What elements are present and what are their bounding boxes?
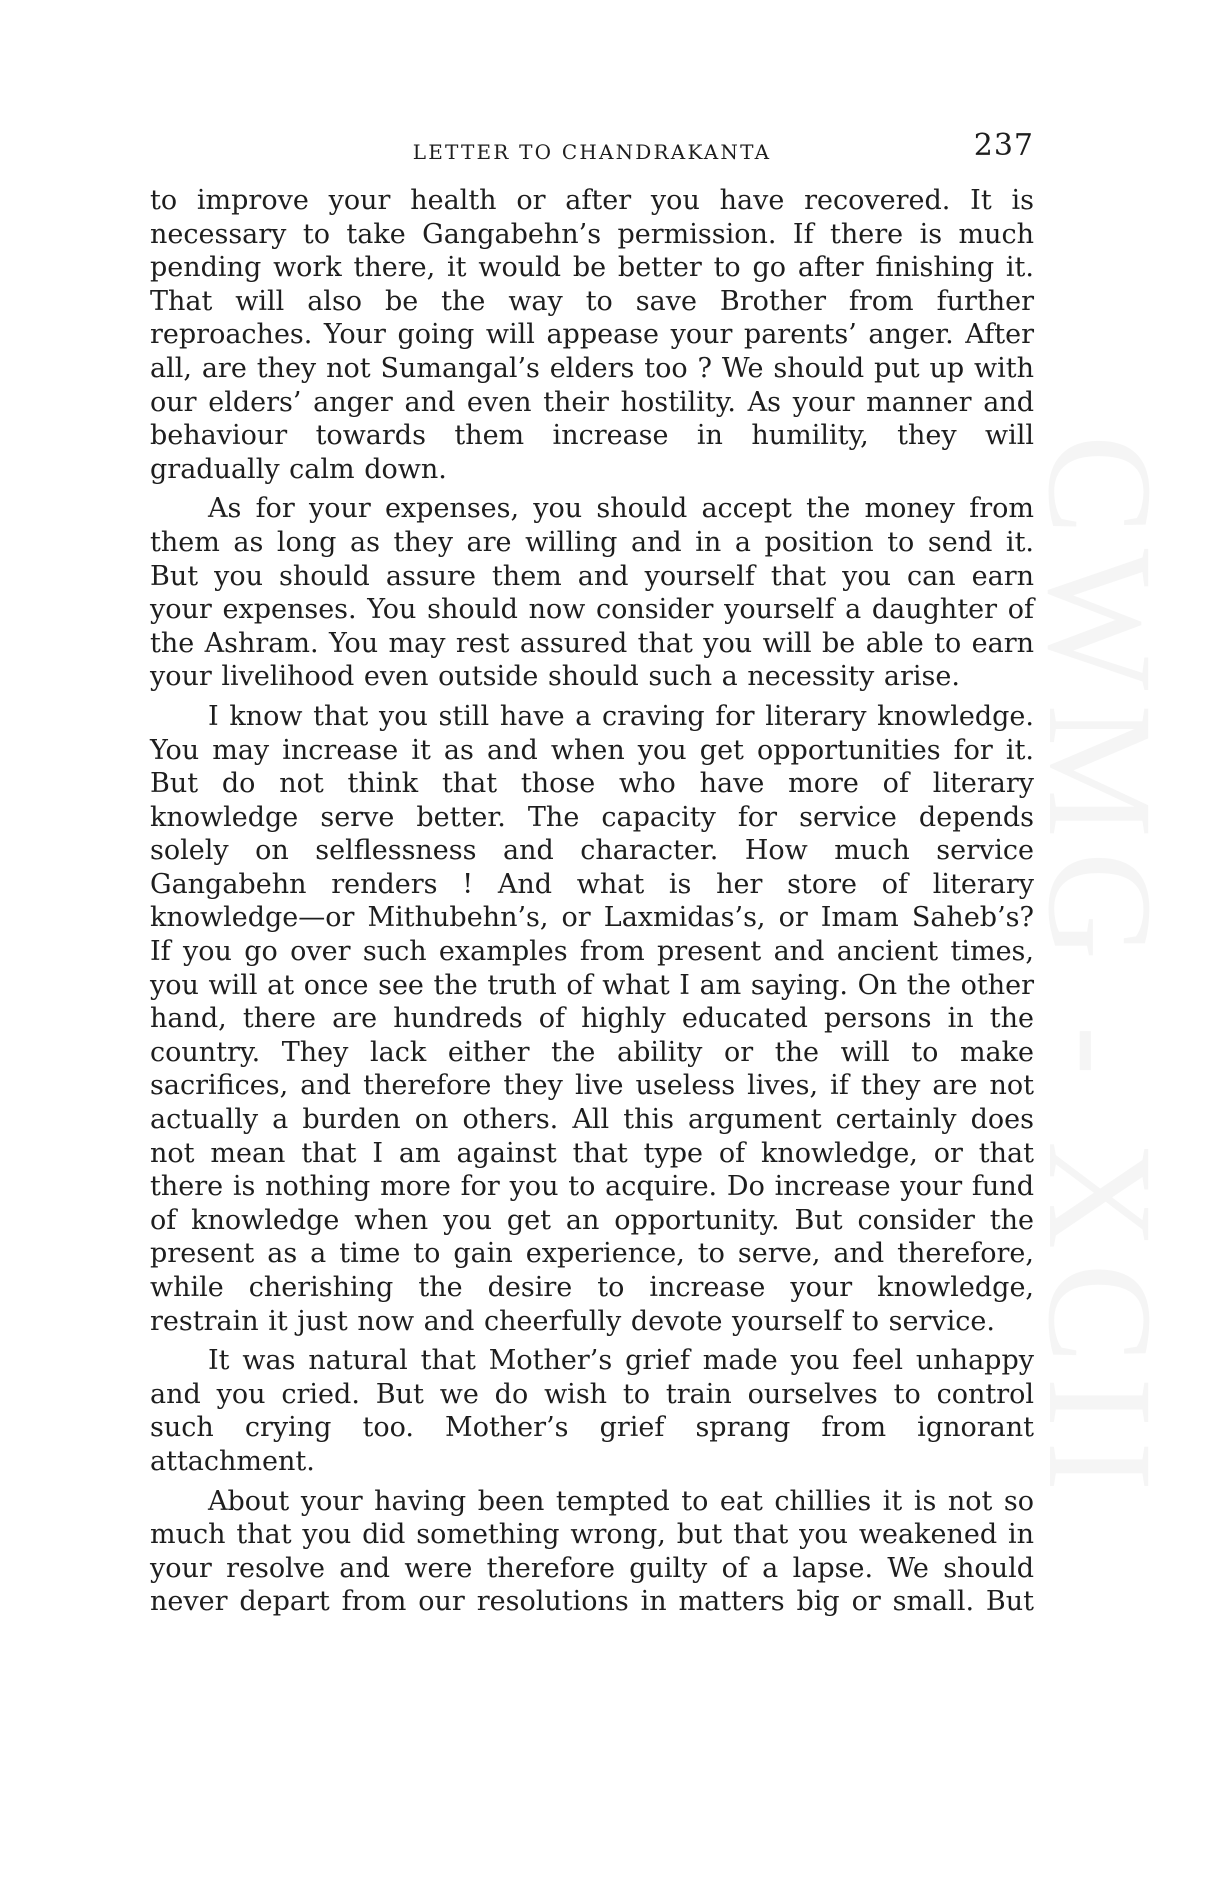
running-title: LETTER TO CHANDRAKANTA <box>412 140 772 164</box>
watermark-text: CWMG - XCII <box>1017 434 1183 1506</box>
paragraph-1: to improve your health or after you have recovered. It is necessary to take Gangabehn’s permission. If there is much pending work there, it would be better to go after finishing it. That will also be the way to save Brother from further reproaches. Your going will appease your parents’ anger. After all, are they not Sumangal’s elders too ? We should put up with our elders’ anger and even their hostility. As your manner and behaviour towards them increase in humility, they will gradually calm down. <box>150 185 1034 485</box>
running-head <box>150 128 1034 168</box>
page-number: 237 <box>973 128 1034 163</box>
paragraph-4: It was natural that Mother’s grief made you feel unhappy and you cried. But we do wish to train ourselves to control such crying too. Mother’s grief sprang from ignorant attachment. <box>150 1345 1034 1477</box>
body-text <box>150 184 1034 1619</box>
paragraph-3: I know that you still have a craving for literary knowledge. You may increase it as and when you get opportunities for it. But do not think that those who have more of literary knowledge serve better. The capacity for service depends solely on selflessness and character. How much service Gangabehn renders ! And what is her store of literary knowledge—or Mithubehn’s, or Laxmidas’s, or Imam Saheb’s? If you go over such examples from present and ancient times, you will at once see the truth of what I am saying. On the other hand, there are hundreds of highly educated persons in the country. They lack either the ability or the will to make sacrifices, and therefore they live useless lives, if they are not actually a burden on others. All this argument certainly does not mean that I am against that type of knowledge, or that there is nothing more for you to acquire. Do increase your fund of knowledge when you get an opportunity. But consider the present as a time to gain experience, to serve, and therefore, while cherishing the desire to increase your knowledge, restrain it just now and cheerfully devote yourself to service. <box>150 700 1034 1337</box>
paragraph-5: About your having been tempted to eat chillies it is not so much that you did something wrong, but that you weakened in your resolve and were therefore guilty of a lapse. We should never depart from our resolutions in matters big or small. But <box>150 1485 1034 1618</box>
paragraph-2: As for your expenses, you should accept the money from them as long as they are willing and in a position to send it. But you should assure them and yourself that you can earn your expenses. You should now consider yourself a daughter of the Ashram. You may rest assured that you will be able to earn your livelihood even outside should such a necessity arise. <box>150 493 1034 693</box>
